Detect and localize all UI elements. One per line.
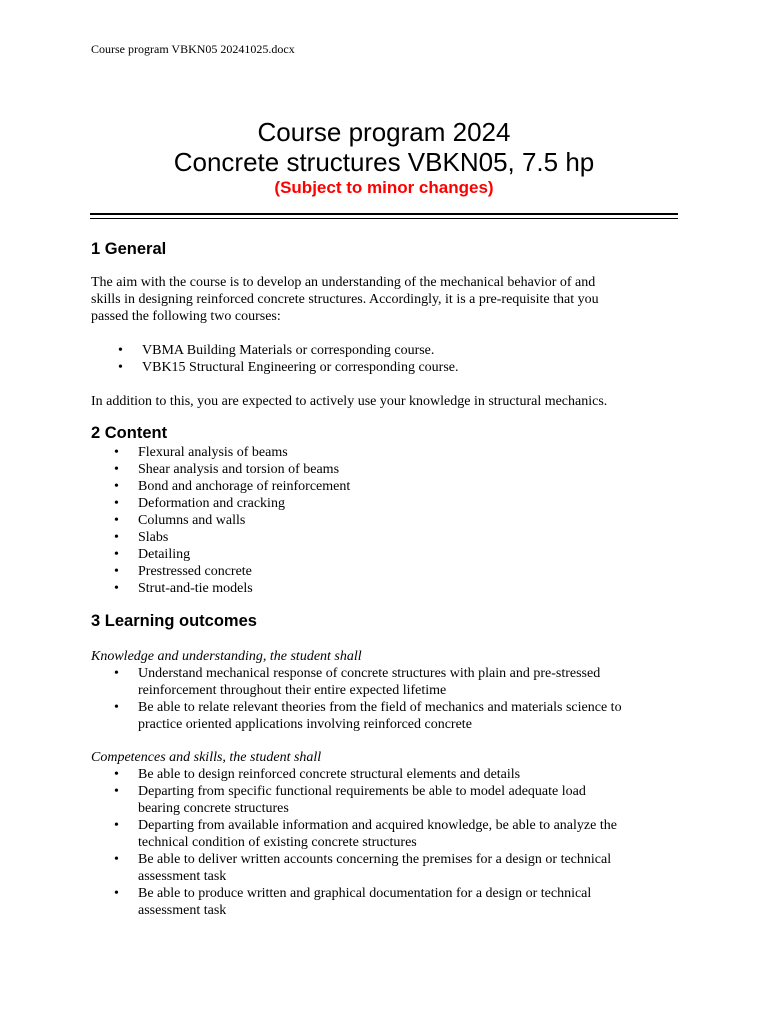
section-heading-learning-outcomes: 3 Learning outcomes xyxy=(91,612,257,630)
course-subtitle: Concrete structures VBKN05, 7.5 hp xyxy=(173,147,595,177)
title-block xyxy=(0,117,768,199)
title-divider-thin xyxy=(90,218,678,219)
general-closing: In addition to this, you are expected to actively use your knowledge in structural mechanics. xyxy=(91,394,608,409)
subject-to-change-note: (Subject to minor changes) xyxy=(274,178,494,197)
section-heading-general: 1 General xyxy=(91,240,167,258)
list-item: • Departing from specific functional requirements be able to model adequate load bearing concrete structures xyxy=(91,783,681,817)
document-header-filename: Course program VBKN05 20241025.docx xyxy=(91,42,295,56)
general-intro-line-2: skills in designing reinforced concrete structures. Accordingly, it is a pre-requisite that you xyxy=(91,292,599,307)
skills-list xyxy=(91,766,681,919)
list-item: • Prestressed concrete xyxy=(91,563,681,580)
prerequisite-list xyxy=(91,342,681,376)
list-item: • Columns and walls xyxy=(91,512,681,529)
content-list xyxy=(91,444,681,597)
section-heading-content: 2 Content xyxy=(91,424,168,442)
knowledge-list xyxy=(91,665,681,733)
list-item: • VBK15 Structural Engineering or corresponding course. xyxy=(91,359,681,376)
list-item: • Understand mechanical response of concrete structures with plain and pre-stressed reinforcement throughout their entire expected lifetime xyxy=(91,665,681,699)
document-body xyxy=(91,238,681,919)
list-item: • Be able to relate relevant theories from the field of mechanics and materials science to practice oriented applications involving reinforced concrete xyxy=(91,699,681,733)
list-item: • Slabs xyxy=(91,529,681,546)
list-item: • Departing from available information and acquired knowledge, be able to analyze the technical condition of existing concrete structures xyxy=(91,817,681,851)
list-item: • Flexural analysis of beams xyxy=(91,444,681,461)
list-item: • Bond and anchorage of reinforcement xyxy=(91,478,681,495)
list-item: • Be able to design reinforced concrete structural elements and details xyxy=(91,766,681,783)
list-item: • Be able to deliver written accounts concerning the premises for a design or technical assessment task xyxy=(91,851,681,885)
general-intro-line-1: The aim with the course is to develop an understanding of the mechanical behavior of and xyxy=(91,275,596,290)
list-item: • Be able to produce written and graphical documentation for a design or technical assessment task xyxy=(91,885,681,919)
list-item: • Shear analysis and torsion of beams xyxy=(91,461,681,478)
list-item: • Deformation and cracking xyxy=(91,495,681,512)
document-title: Course program 2024 xyxy=(257,117,511,147)
skills-lead: Competences and skills, the student shall xyxy=(91,750,322,765)
knowledge-lead: Knowledge and understanding, the student shall xyxy=(91,649,362,664)
list-item: • Strut-and-tie models xyxy=(91,580,681,597)
general-intro-line-3: passed the following two courses: xyxy=(91,309,281,324)
list-item: • Detailing xyxy=(91,546,681,563)
list-item: • VBMA Building Materials or corresponding course. xyxy=(91,342,681,359)
title-divider-thick xyxy=(90,213,678,215)
